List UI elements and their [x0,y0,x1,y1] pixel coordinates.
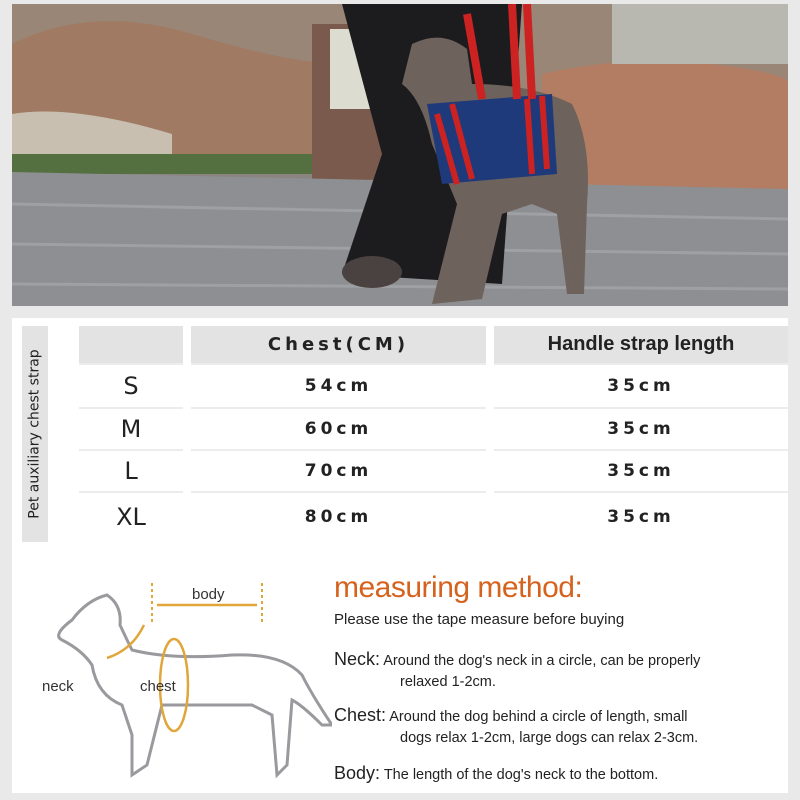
header-chest: Chest(CM) [191,326,486,363]
row-chest: 60cm [191,407,486,449]
row-size: L [79,449,183,491]
header-size [79,326,183,363]
neck-label: neck [42,678,74,695]
neck-heading: Neck: [334,649,381,669]
size-table [12,318,788,545]
chest-label: chest [140,678,176,695]
product-photo [12,4,788,306]
row-size: M [79,407,183,449]
chest-text-2: dogs relax 1-2cm, large dogs can relax 2-3cm. [400,730,699,746]
measuring-subtitle: Please use the tape measure before buying [334,611,625,628]
row-size: S [79,363,183,407]
chest-text: Around the dog behind a circle of length, small [389,709,688,725]
body-text: The length of the dog's neck to the bottom. [383,767,659,783]
row-handle: 35cm [494,363,788,407]
side-label-text: Pet auxiliary chest strap [27,349,43,519]
row-chest: 70cm [191,449,486,491]
row-handle: 35cm [494,491,788,541]
neck-text-2: relaxed 1-2cm. [400,674,496,690]
row-handle: 35cm [494,407,788,449]
neck-instruction [334,649,700,693]
body-label: body [192,586,225,603]
measuring-section [12,545,788,793]
row-chest: 80cm [191,491,486,541]
neck-text: Around the dog's neck in a circle, can be properly [383,653,701,669]
row-handle: 35cm [494,449,788,491]
row-chest: 54cm [191,363,486,407]
measuring-title: measuring method: [334,571,583,604]
body-heading: Body: [334,763,381,783]
body-instruction [334,763,658,786]
chest-instruction [334,705,698,749]
chest-heading: Chest: [334,705,387,725]
dog-diagram [32,565,332,785]
table-side-label [22,326,48,542]
row-size: XL [79,491,183,541]
header-handle: Handle strap length [494,326,788,363]
